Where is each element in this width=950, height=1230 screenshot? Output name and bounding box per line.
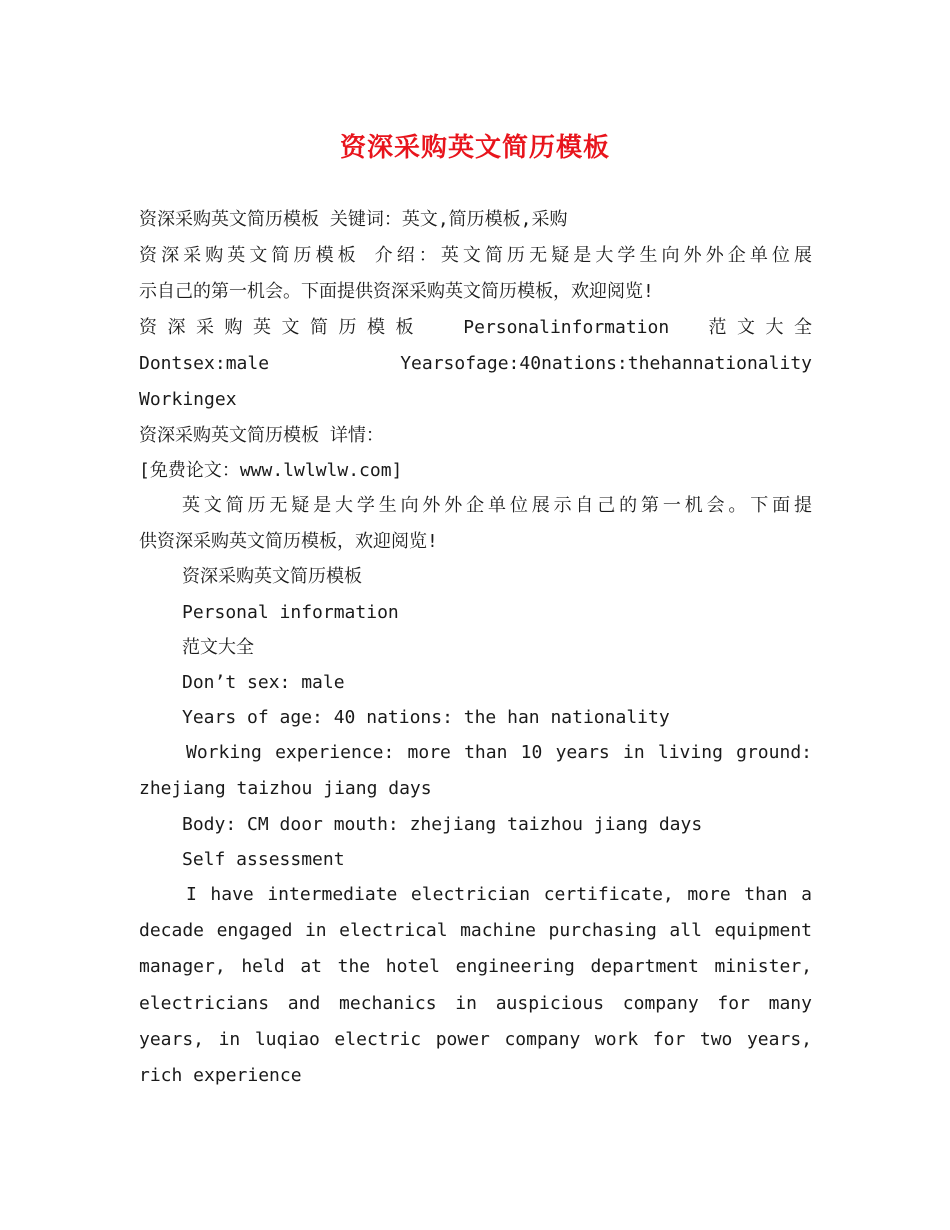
- experience-line-1: Working experience: more than 10 years in living ground:: [186, 742, 812, 763]
- age-line: Years of age: 40 nations: the han nationality: [182, 707, 670, 728]
- keywords-line: 资深采购英文简历模板 关键词：英文,简历模板,采购: [139, 209, 568, 230]
- paragraph-1-line-2: 供资深采购英文简历模板，欢迎阅览!: [139, 531, 438, 552]
- description-line-1: 资深采购英文简历模板 介绍：英文简历无疑是大学生向外外企单位展: [139, 245, 812, 266]
- document-title: 资深采购英文简历模板: [339, 133, 610, 163]
- assessment-line-3: manager, held at the hotel engineering department minister,: [139, 956, 812, 977]
- paragraph-1-line-1: 英文简历无疑是大学生向外外企单位展示自己的第一机会。下面提: [182, 495, 812, 516]
- fanwen-label: 范文大全: [182, 637, 254, 658]
- description-line-2: 示自己的第一机会。下面提供资深采购英文简历模板，欢迎阅览!: [139, 281, 654, 302]
- section-heading: 资深采购英文简历模板: [182, 566, 362, 587]
- summary-line-2: Dontsex:male Yearsofage:40nations:thehannationality: [139, 353, 812, 374]
- personal-information-label: Personal information: [182, 602, 399, 623]
- experience-line-2: zhejiang taizhou jiang days: [139, 778, 432, 799]
- assessment-line-5: years, in luqiao electric power company work for two years,: [139, 1029, 812, 1050]
- source-line: [免费论文：www.lwlwlw.com]: [139, 460, 403, 481]
- sex-line: Don’t sex: male: [182, 672, 345, 693]
- assessment-line-4: electricians and mechanics in auspicious company for many: [139, 993, 812, 1014]
- assessment-line-6: rich experience: [139, 1065, 302, 1086]
- assessment-line-2: decade engaged in electrical machine purchasing all equipment: [139, 920, 812, 941]
- self-assessment-heading: Self assessment: [182, 849, 345, 870]
- details-line: 资深采购英文简历模板 详情：: [139, 425, 384, 446]
- summary-line-1: 资深采购英文简历模板 Personalinformation 范文大全: [139, 317, 812, 338]
- assessment-line-1: I have intermediate electrician certificate, more than a: [186, 884, 812, 905]
- body-line: Body: CM door mouth: zhejiang taizhou jiang days: [182, 814, 703, 835]
- summary-line-3: Workingex: [139, 389, 237, 410]
